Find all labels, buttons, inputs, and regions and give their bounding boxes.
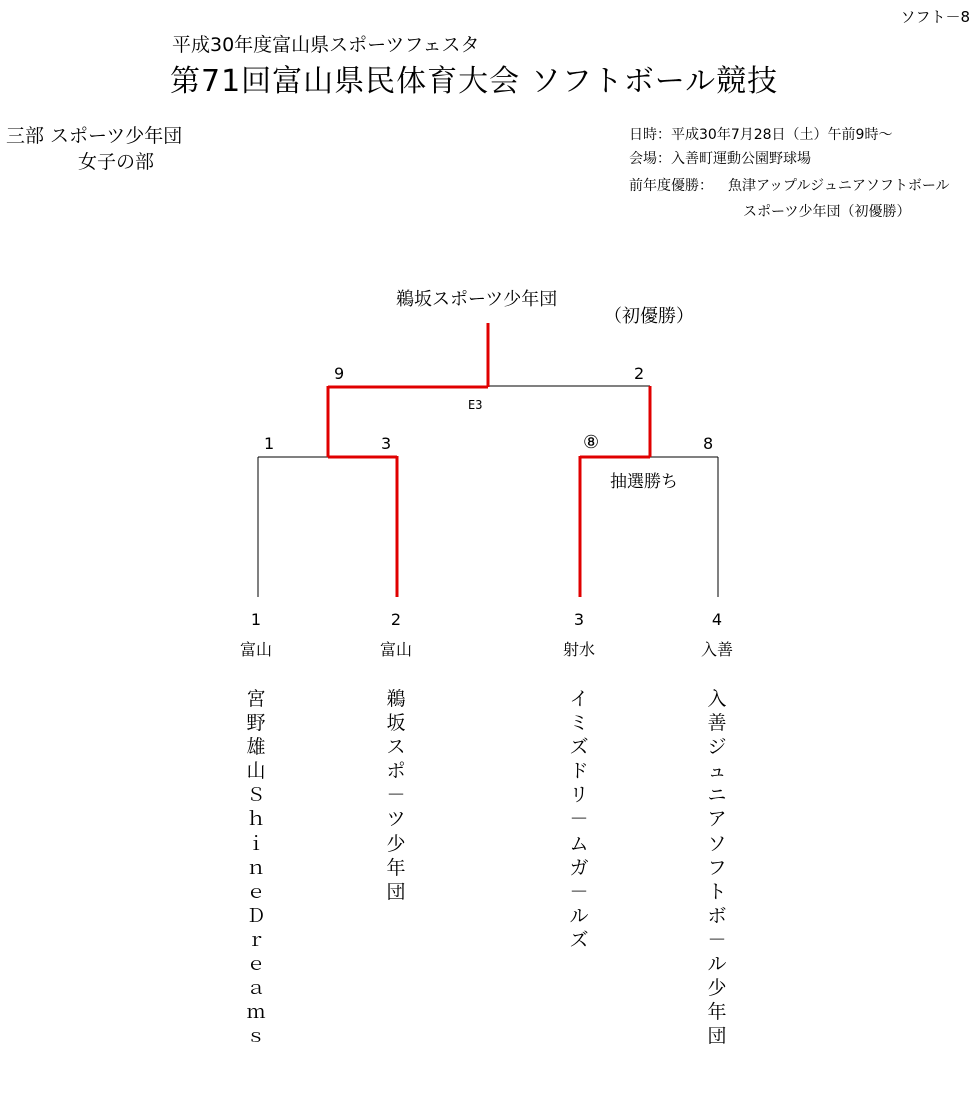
category-division: 女子の部 xyxy=(78,151,155,173)
lottery-win-note: 抽選勝ち xyxy=(610,472,678,492)
team4-name: 入善ジュニアソフトボ－ル少年団 xyxy=(707,688,727,1048)
info-prev-winner-label: 前年度優勝： xyxy=(629,178,713,194)
final-game-code: E3 xyxy=(468,398,483,412)
semi2-score-right: 8 xyxy=(703,434,714,453)
team1-name: 宮野雄山Ｓｈｉｎｅ Ｄｒｅａｍｓ xyxy=(246,688,285,1048)
team3-region: 射水 xyxy=(562,640,595,659)
semi2-score-left: ⑧ xyxy=(583,432,600,453)
event-subtitle: 平成30年度富山県スポーツフェスタ xyxy=(172,34,480,56)
team3-seed: 3 xyxy=(573,610,585,629)
info-prev-winner-team-line2: スポーツ少年団（初優勝） xyxy=(743,204,911,220)
info-date: 日時：平成30年7月28日（土）午前9時～ xyxy=(629,127,893,143)
team2-name: 鵜坂スポ－ツ少年団 xyxy=(386,688,406,903)
category-section: 三部 スポーツ少年団 xyxy=(6,125,183,147)
team3-name: イミズ ドリ－ムガ－ルズ xyxy=(569,688,608,951)
semi1-score-left: 1 xyxy=(264,434,275,453)
bracket-lines-winning xyxy=(328,323,650,597)
team1-region: 富山 xyxy=(239,640,272,659)
champion-name: 鵜坂スポーツ少年団 xyxy=(396,289,558,310)
team2-seed: 2 xyxy=(390,610,402,629)
team2-region: 富山 xyxy=(379,640,412,659)
team1-seed: 1 xyxy=(250,610,262,629)
document-code: ソフト－8 xyxy=(900,8,970,26)
team4-seed: 4 xyxy=(711,610,723,629)
semi1-score-right: 3 xyxy=(381,434,392,453)
team4-region: 入善 xyxy=(700,640,733,659)
page-title: 第71回富山県民体育大会 ソフトボール競技 xyxy=(170,64,779,99)
info-prev-winner-team: 魚津アップルジュニアソフトボール xyxy=(728,178,950,194)
final-score-right: 2 xyxy=(634,364,645,383)
final-score-left: 9 xyxy=(334,364,345,383)
info-venue: 会場：入善町運動公園野球場 xyxy=(629,151,811,167)
champion-note: （初優勝） xyxy=(604,306,694,327)
